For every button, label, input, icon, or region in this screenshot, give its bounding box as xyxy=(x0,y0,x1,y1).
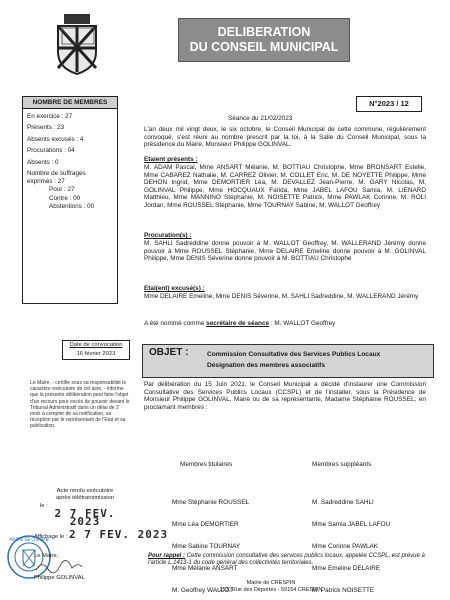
suppleant-3: Mme Corinne PAWLAK xyxy=(312,543,379,550)
document-title xyxy=(178,18,350,62)
members-suffrages-label: Nombre de suffrages xyxy=(27,169,86,177)
suppleant-1: M. Sadreddine SAHLI xyxy=(312,499,374,506)
acte-line-3: le : xyxy=(40,502,48,509)
titulaire-2: Mme Léa DEMORTIER xyxy=(172,521,239,528)
members-count-box xyxy=(22,96,118,304)
acte-line-2: après télétransmission xyxy=(56,495,114,502)
signature-scribble-icon xyxy=(34,560,84,574)
objet-line-1: Commission Consultative des Services Publics Locaux xyxy=(207,351,381,358)
secretaire-name: : M. WALLOT Geoffrey xyxy=(270,320,336,327)
convocation-date: 16 février 2023 xyxy=(76,350,116,357)
members-abstentions: Abstentions : 00 xyxy=(49,202,95,210)
col-titulaires-header: Membres titulaires xyxy=(180,461,233,468)
affichage-label: Affichage le : xyxy=(34,534,68,540)
secretaire-prefix: A été nommé comme xyxy=(144,320,205,327)
suppleant-5: M. Patrick NOISETTE xyxy=(312,587,375,594)
members-procurations: Procurations : 04 xyxy=(27,147,75,155)
footer-address xyxy=(196,580,346,594)
rappel-label: Pour rappel : xyxy=(148,553,186,559)
titulaire-5: M. Geoffrey WALLOT xyxy=(172,587,234,594)
deliberation-number: N°2023 / 12 xyxy=(356,96,422,112)
footer-line-1: Mairie de CRESPIN xyxy=(246,580,296,586)
acte-executoire-block xyxy=(38,488,132,528)
maire-certification-note: Le Maire, - certifie sous sa responsabilité le caractère exécutoire de cet acte, - informe que la présente délibération peut faire l'objet d'un recours pour excès de pouvoir devant le Tribunal Administratif dans un délai de 2 mois à compter de sa notification, sa réception par le représentant de l'Etat et sa publication. xyxy=(30,380,130,430)
acte-line-1: Acte rendu exécutoire xyxy=(56,488,114,494)
affichage-stamp-date: 2 7 FEV. 2023 xyxy=(69,528,169,541)
col-suppleants-header: Membres suppléants xyxy=(312,461,372,468)
presents-list: M. ADAM Pascal, Mme ANSART Mélanie, M. BOTTIAU Christophe, Mme BRONSART Estelle, Mme CABAREZ Nathalie, M. CARREZ Olivier, M. COLLET Eric, M. DE NOYETTE Philippe, Mme DEHON Ingrid, Mme DEMORTIER Léa, M. DEVALLEZ Jean-Pierre, M. GARY Nicolas, M. GOLINVAL Philippe, Mme HOCQUAUX Farida, Mme JABEL LAFOU Samia, M. LIENARD Matthieu, Mme MANNINO Stéphanie, M. NOISETTE Patrick, Mme PAWLAK Corinne, M. ROLI Jordan, Mme ROUSSEL Stéphanie, Mme TOURNAY Sabine, M. WALLOT Geoffrey xyxy=(144,164,426,209)
seance-date: Séance du 21/02/2023 xyxy=(228,115,293,122)
signature-block xyxy=(34,552,85,582)
seance-intro: L'an deux mil vingt deux, le six octobre, le Conseil Municipal de cette commune, régulièrement convoqué, s'est réuni au nombre prescrit par la loi, à la Salle du Conseil Municipal, sous la présidence du Maire, Monsieur Philippe GOLINVAL. xyxy=(144,126,426,149)
title-line-1: DELIBERATION xyxy=(217,25,311,39)
secretaire-label: secrétaire de séance xyxy=(206,320,270,327)
signature-maire-label: Le Maire, xyxy=(34,553,59,559)
members-presents: Présents : 23 xyxy=(27,124,65,132)
svg-text:MAIRIE DE CRESPIN: MAIRIE DE CRESPIN xyxy=(9,537,49,542)
members-pour: Pour : 27 xyxy=(49,186,75,194)
secretaire-line xyxy=(144,320,426,328)
objet-line-2: Désignation des membres associatifs xyxy=(207,362,325,369)
affichage-line xyxy=(34,528,168,541)
members-absents-excuses: Absents excusés : 4 xyxy=(27,135,84,143)
excuses-label: Etai(ent) excusé(s) : xyxy=(144,285,205,292)
suppleant-4: Mme Emeline DELAIRE xyxy=(312,565,381,572)
titulaire-1: Mme Stéphanie ROUSSEL xyxy=(172,499,250,506)
procurations-label: Procuration(s) : xyxy=(144,232,192,239)
acte-stamp-date: 2 7 FEV. 2023 xyxy=(54,507,116,528)
objet-label: OBJET : xyxy=(149,347,189,358)
presents-label: Etaient présents : xyxy=(144,156,198,163)
convocation-label: Date de convocation xyxy=(69,342,123,348)
objet-box xyxy=(142,344,434,378)
rappel-note xyxy=(148,553,428,568)
titulaire-4: Mme Mélanie ANSART xyxy=(172,565,238,572)
members-contre: Contre : 00 xyxy=(49,194,81,202)
rappel-text: Cette commission consultative des services publics locaux, appelée CCSPL, est prévue à l'article L.1413-1 du code général des collectivités territoriales. xyxy=(148,553,425,567)
titulaire-3: Mme Sabine TOURNAY xyxy=(172,543,241,550)
footer-line-2: 253, Rue des Déportés - 59154 CRESPIN xyxy=(219,587,323,593)
suppleant-2: Mme Samia JABEL LAFOU xyxy=(312,521,391,528)
members-absents: Absents : 0 xyxy=(27,158,59,166)
procurations-list: M. SAHLI Sadreddine donne pouvoir à M. WALLOT Geoffrey, M. WALLERAND Jérémy donne pouvoir à Mme ROUSSEL Stéphanie, Mme DELAIRE Emeline donne pouvoir à M. GOLINVAL Philippe, Mme DENIS Séverine donne pouvoir à M. BOTTIAU Christophe xyxy=(144,240,426,263)
crespin-crest-icon xyxy=(54,14,100,76)
signature-name: Philippe GOLINVAL xyxy=(34,575,85,581)
body-paragraph: Par délibération du 15 Juin 2021, le Conseil Municipal a décidé d'instaurer une Commission Consultative des Services Publics Locaux (CCSPL) et de l'installer, sous la Présidence de Monsieur Philippe GOLINVAL, Maire ou de sa représentante, Madame Stéphanie ROUSSEL, en proclamant membres : xyxy=(144,381,426,411)
members-heading: NOMBRE DE MEMBRES xyxy=(23,97,117,109)
members-en-exercice: En exercice : 27 xyxy=(27,113,73,120)
convocation-box xyxy=(62,340,130,360)
members-suffrages-value: exprimés : 27 xyxy=(27,178,65,186)
excuses-list: Mme DELAIRE Emeline, Mme DENIS Séverine, M. SAHLI Sadreddine, M. WALLERAND Jérémy xyxy=(144,293,419,300)
title-line-2: DU CONSEIL MUNICIPAL xyxy=(189,40,339,54)
